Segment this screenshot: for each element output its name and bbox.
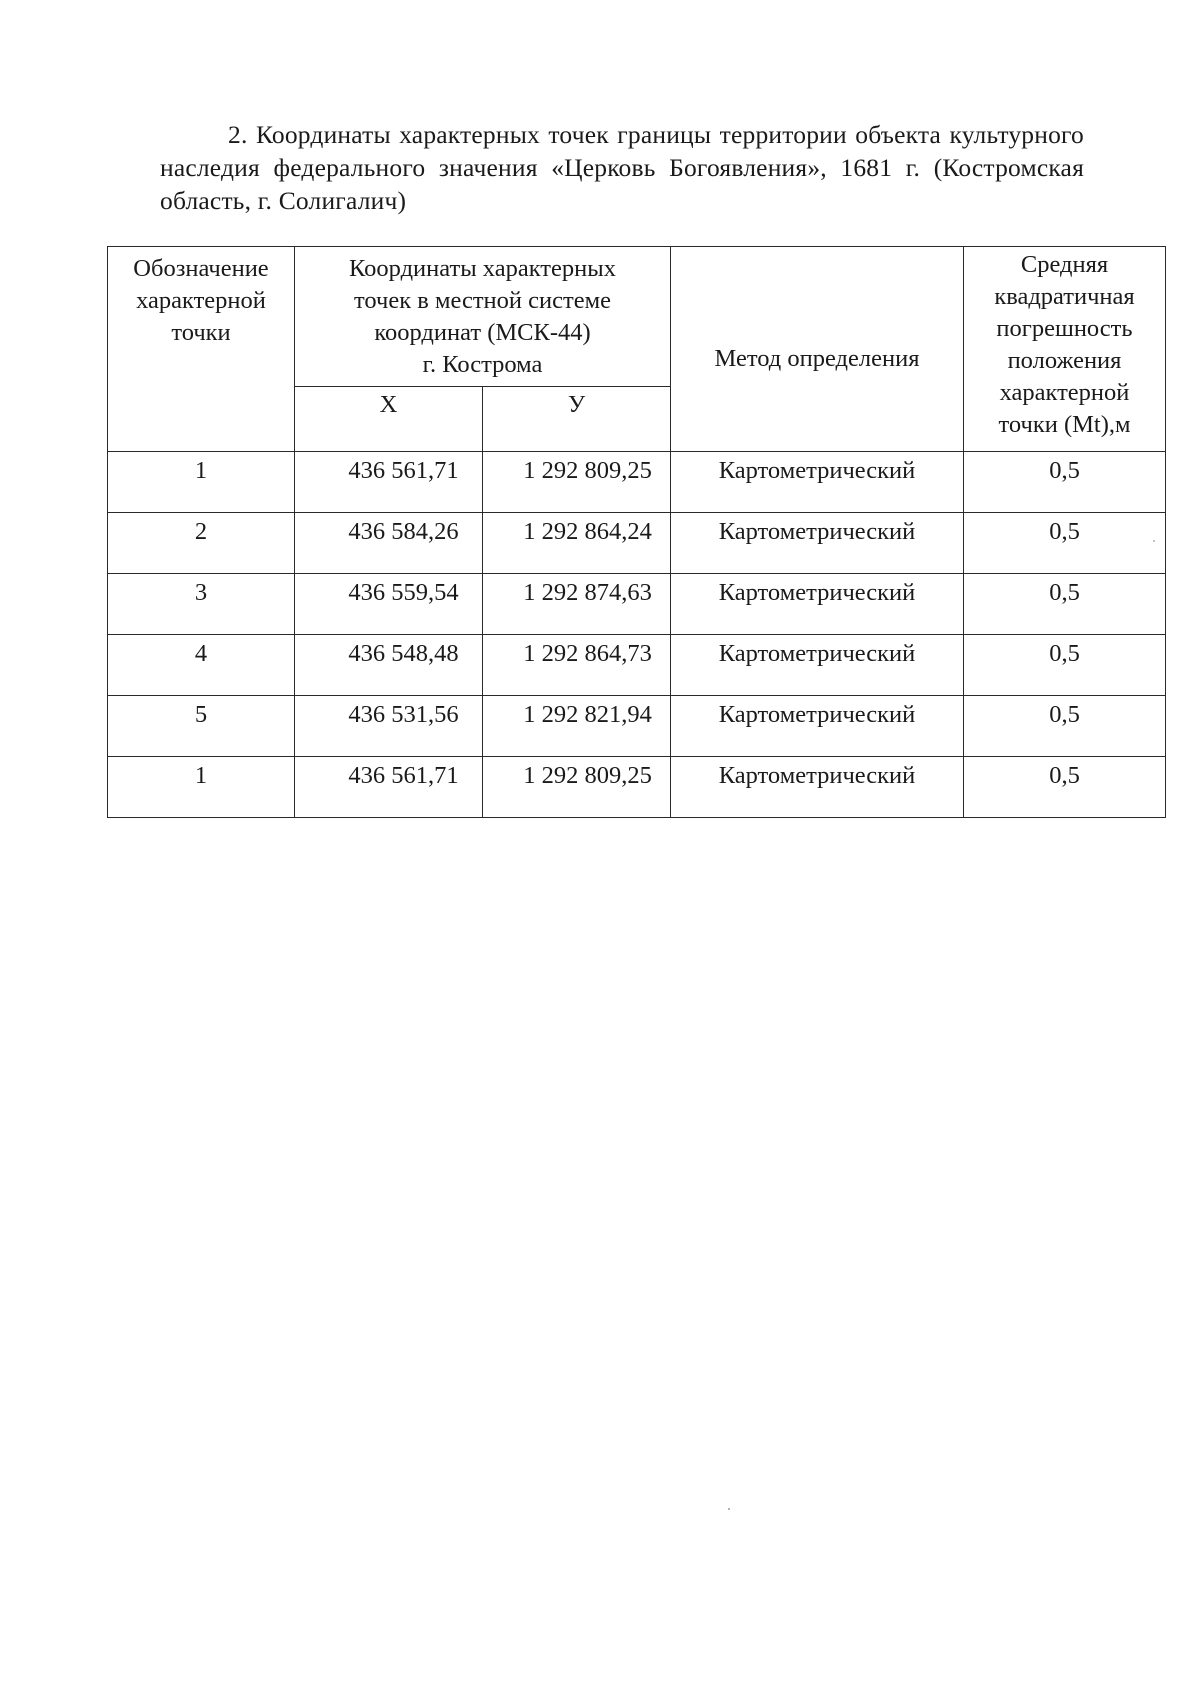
header-y: У xyxy=(483,387,671,452)
header-error: Средняя квадратичная погрешность положения характерной точки (Mt),м xyxy=(964,247,1166,452)
heading-text: Координаты характерных точек границы территории объекта культурного наследия федерального значения «Церковь Богоявления», 1681 г. (Костромская область, г. Солигалич) xyxy=(160,120,1084,215)
cell-x: 436 584,26 xyxy=(295,513,483,574)
header-x: Х xyxy=(295,387,483,452)
cell-x: 436 559,54 xyxy=(295,574,483,635)
cell-method: Картометрический xyxy=(671,513,964,574)
coordinates-table xyxy=(107,246,1166,818)
cell-method: Картометрический xyxy=(671,574,964,635)
cell-y: 1 292 809,25 xyxy=(483,452,671,513)
cell-y: 1 292 809,25 xyxy=(483,757,671,818)
table-row xyxy=(108,513,1166,574)
cell-method: Картометрический xyxy=(671,635,964,696)
cell-error: 0,5 xyxy=(964,574,1166,635)
cell-error: 0,5 xyxy=(964,452,1166,513)
cell-error: 0,5 xyxy=(964,513,1166,574)
cell-y: 1 292 864,73 xyxy=(483,635,671,696)
cell-point: 3 xyxy=(108,574,295,635)
cell-point: 2 xyxy=(108,513,295,574)
cell-x: 436 561,71 xyxy=(295,452,483,513)
cell-x: 436 548,48 xyxy=(295,635,483,696)
table-row xyxy=(108,696,1166,757)
scan-speck xyxy=(1153,540,1155,542)
cell-y: 1 292 864,24 xyxy=(483,513,671,574)
header-coordinates: Координаты характерных точек в местной системе координат (МСК-44) г. Кострома xyxy=(295,247,671,387)
header-row-1 xyxy=(108,247,1166,387)
table-row xyxy=(108,757,1166,818)
cell-point: 1 xyxy=(108,757,295,818)
cell-point: 1 xyxy=(108,452,295,513)
header-designation: Обозначение характерной точки xyxy=(108,247,295,452)
heading-number: 2. xyxy=(228,120,248,149)
cell-error: 0,5 xyxy=(964,635,1166,696)
section-heading xyxy=(160,118,1084,217)
cell-point: 5 xyxy=(108,696,295,757)
cell-point: 4 xyxy=(108,635,295,696)
table-header xyxy=(108,247,1166,452)
cell-error: 0,5 xyxy=(964,696,1166,757)
cell-method: Картометрический xyxy=(671,696,964,757)
cell-error: 0,5 xyxy=(964,757,1166,818)
cell-method: Картометрический xyxy=(671,757,964,818)
table-row xyxy=(108,574,1166,635)
table-row xyxy=(108,452,1166,513)
cell-x: 436 531,56 xyxy=(295,696,483,757)
cell-method: Картометрический xyxy=(671,452,964,513)
cell-y: 1 292 821,94 xyxy=(483,696,671,757)
table-body xyxy=(108,452,1166,818)
header-method: Метод определения xyxy=(671,247,964,452)
cell-y: 1 292 874,63 xyxy=(483,574,671,635)
table-row xyxy=(108,635,1166,696)
scan-speck xyxy=(728,1508,730,1510)
cell-x: 436 561,71 xyxy=(295,757,483,818)
